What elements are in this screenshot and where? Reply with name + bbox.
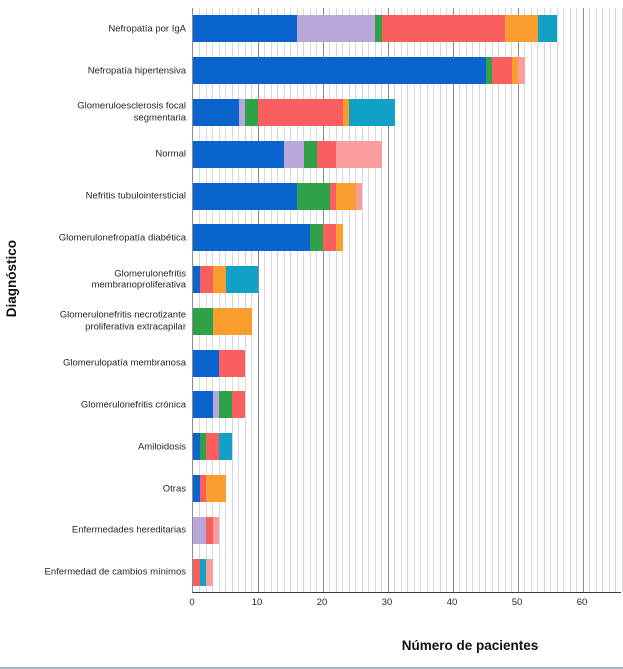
bar-segment-series-red [323, 224, 336, 251]
gridline-minor [232, 8, 233, 592]
x-axis-tick-label: 10 [251, 597, 263, 608]
x-axis-tick-label: 50 [511, 597, 523, 608]
gridline-minor [329, 8, 330, 592]
gridline-minor [472, 8, 473, 592]
bar-segment-series-green [304, 141, 317, 168]
gridline-minor [219, 8, 220, 592]
bar-segment-series-red [206, 433, 219, 460]
bar-segment-series-pink [206, 559, 213, 586]
bar-segment-series-blue [193, 141, 284, 168]
bar-segment-series-lavender [297, 15, 375, 42]
bar-segment-series-orange [336, 224, 343, 251]
gridline-minor [596, 8, 597, 592]
bar-segment-series-red [200, 266, 213, 293]
gridline-minor [407, 8, 408, 592]
bar-segment-series-blue [193, 99, 239, 126]
plot-area [192, 8, 621, 593]
gridline-minor [375, 8, 376, 592]
gridline-minor [570, 8, 571, 592]
bar-segment-series-lavender [193, 517, 206, 544]
bar-segment-series-orange [505, 15, 538, 42]
bar-segment-series-teal [349, 99, 395, 126]
gridline-minor [284, 8, 285, 592]
gridline-minor [277, 8, 278, 592]
bar-segment-series-green [310, 224, 323, 251]
bar-segment-series-blue [193, 224, 310, 251]
category-label: Glomerulopatía membranosa [62, 357, 186, 369]
x-axis-title: Número de pacientes [401, 638, 539, 653]
gridline-major [453, 8, 454, 592]
gridline-minor [557, 8, 558, 592]
gridline-minor [440, 8, 441, 592]
gridline-minor [563, 8, 564, 592]
gridline-minor [511, 8, 512, 592]
bar-segment-series-red [317, 141, 337, 168]
bar-segment-series-teal [219, 433, 232, 460]
gridline-major [583, 8, 584, 592]
bar-segment-series-red [232, 391, 245, 418]
gridline-minor [342, 8, 343, 592]
bar-segment-series-teal [226, 266, 259, 293]
category-label: Glomerulonefropatía diabética [58, 232, 186, 244]
gridline-minor [290, 8, 291, 592]
gridline-minor [414, 8, 415, 592]
gridline-minor [479, 8, 480, 592]
gridline-minor [401, 8, 402, 592]
gridline-minor [394, 8, 395, 592]
x-axis-tick-label: 60 [576, 597, 588, 608]
x-axis-tick-label: 40 [446, 597, 458, 608]
bar-segment-series-orange [206, 475, 226, 502]
bar-segment-series-green [219, 391, 232, 418]
category-label: Glomerulonefritis necrotizante proliferativa extracapilar [59, 310, 186, 333]
category-label: Enfermedad de cambios mínimos [44, 566, 186, 578]
gridline-minor [355, 8, 356, 592]
gridline-minor [212, 8, 213, 592]
bar-segment-series-red [258, 99, 343, 126]
y-axis-title: Diagnóstico [4, 240, 19, 318]
gridline-minor [238, 8, 239, 592]
gridline-minor [420, 8, 421, 592]
category-label: Nefropatía por IgA [108, 23, 186, 35]
gridline-minor [199, 8, 200, 592]
gridline-minor [589, 8, 590, 592]
bar-segment-series-red [219, 350, 245, 377]
category-label: Nefritis tubulointersticial [85, 190, 186, 202]
gridline-major [518, 8, 519, 592]
bar-segment-series-red [492, 57, 512, 84]
category-label: Enfermedades hereditarias [71, 524, 186, 536]
gridline-major [388, 8, 389, 592]
bar-segment-series-blue [193, 57, 486, 84]
gridline-minor [615, 8, 616, 592]
gridline-major [258, 8, 259, 592]
bar-segment-series-lavender [284, 141, 304, 168]
bar-segment-series-red [382, 15, 506, 42]
x-axis-tick-label: 30 [381, 597, 393, 608]
gridline-minor [427, 8, 428, 592]
bar-segment-series-pink [336, 141, 382, 168]
gridline-minor [544, 8, 545, 592]
category-label: Glomeruloesclerosis focal segmentaria [77, 101, 186, 124]
gridline-minor [505, 8, 506, 592]
category-label: Amiloidosis [137, 441, 186, 453]
gridline-minor [576, 8, 577, 592]
gridline-minor [498, 8, 499, 592]
gridline-minor [446, 8, 447, 592]
gridline-minor [381, 8, 382, 592]
gridline-minor [297, 8, 298, 592]
bar-segment-series-blue [193, 391, 213, 418]
gridline-minor [206, 8, 207, 592]
gridline-minor [459, 8, 460, 592]
bar-segment-series-orange [336, 183, 356, 210]
x-axis-tick-label: 0 [189, 597, 195, 608]
category-label: Glomerulonefritis crónica [80, 399, 186, 411]
bar-segment-series-pink [213, 517, 220, 544]
category-label: Normal [155, 148, 186, 160]
gridline-minor [492, 8, 493, 592]
gridline-minor [537, 8, 538, 592]
gridline-minor [245, 8, 246, 592]
gridline-minor [336, 8, 337, 592]
bar-segment-series-green [297, 183, 330, 210]
gridline-minor [362, 8, 363, 592]
gridline-minor [225, 8, 226, 592]
gridline-minor [550, 8, 551, 592]
gridline-minor [368, 8, 369, 592]
x-axis-tick-label: 20 [316, 597, 328, 608]
category-label: Glomerulonefritis membranoproliferativa [91, 268, 186, 291]
bar-segment-series-blue [193, 15, 297, 42]
bar-segment-series-pink [356, 183, 363, 210]
bar-segment-series-blue [193, 350, 219, 377]
gridline-minor [349, 8, 350, 592]
bar-segment-series-green [193, 308, 213, 335]
gridline-minor [485, 8, 486, 592]
gridline-minor [303, 8, 304, 592]
gridline-minor [524, 8, 525, 592]
gridline-minor [602, 8, 603, 592]
gridline-minor [316, 8, 317, 592]
gridline-minor [622, 8, 623, 592]
bar-segment-series-teal [538, 15, 558, 42]
bar-segment-series-orange [213, 308, 252, 335]
gridline-minor [264, 8, 265, 592]
category-label: Otras [162, 482, 186, 494]
gridline-minor [271, 8, 272, 592]
bar-segment-series-green [245, 99, 258, 126]
gridline-major [323, 8, 324, 592]
bar-segment-series-pink [518, 57, 525, 84]
gridline-minor [310, 8, 311, 592]
bar-segment-series-blue [193, 183, 297, 210]
gridline-minor [531, 8, 532, 592]
bar-segment-series-orange [213, 266, 226, 293]
gridline-minor [433, 8, 434, 592]
category-label: Nefropatía hipertensiva [87, 64, 186, 76]
gridline-minor [609, 8, 610, 592]
gridline-minor [251, 8, 252, 592]
gridline-minor [466, 8, 467, 592]
